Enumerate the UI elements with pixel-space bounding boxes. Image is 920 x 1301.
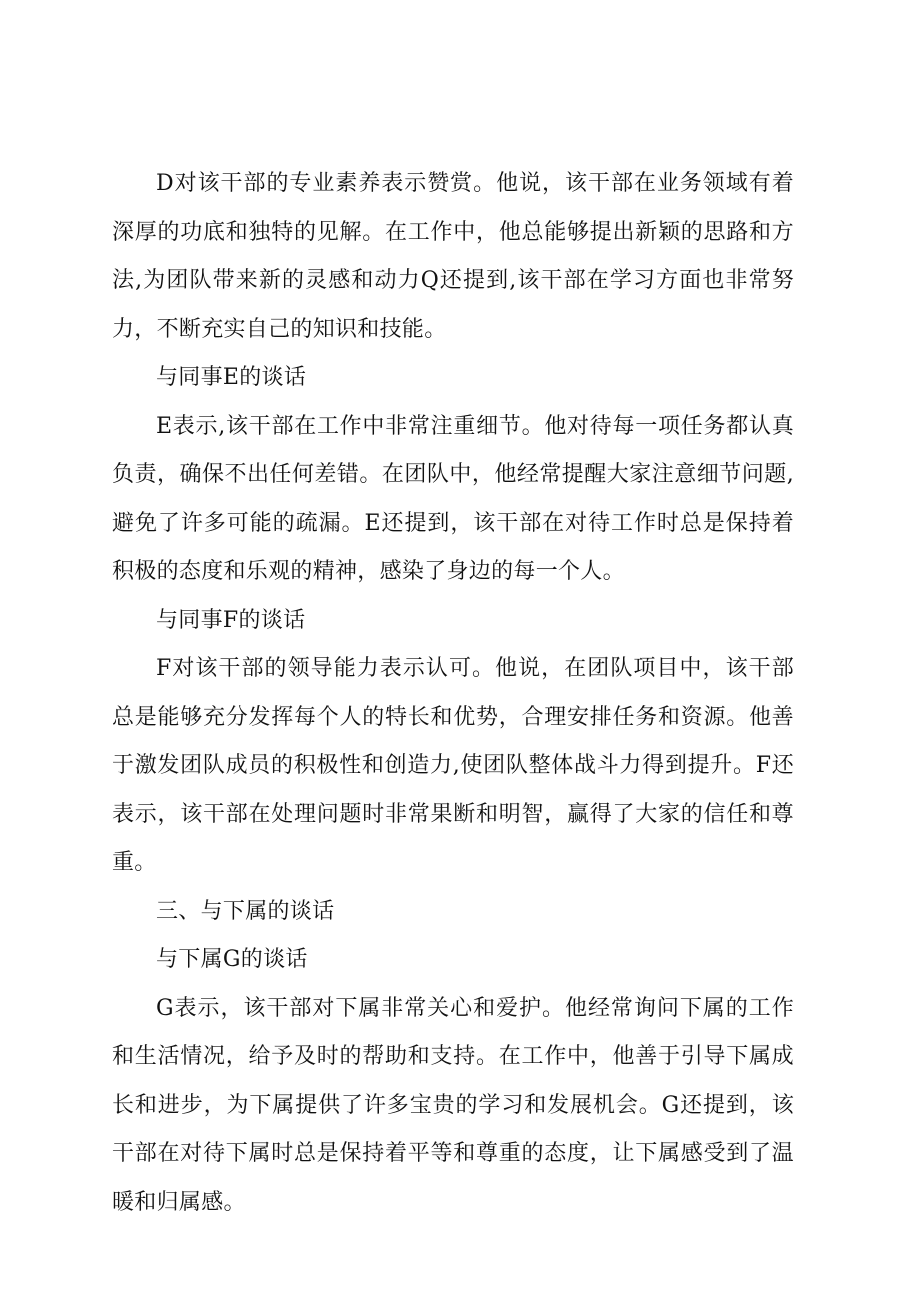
heading-colleague-e: 与同事E的谈话	[156, 365, 307, 390]
section-heading-subordinates: 三、与下属的谈话	[156, 898, 335, 924]
paragraph-e-comment: E表示,该干部在工作中非常注重细节。他对待每一项任务都认真负责，确保不出任何差错。在团队中，他经常提醒大家注意细节问题,避免了许多可能的疏漏。E还提到，该干部在对待工作时总是保持着积极的态度和乐观的精神，感染了身边的每一个人。	[112, 413, 794, 584]
paragraph-g-comment: G表示，该干部对下属非常关心和爱护。他经常询问下属的工作和生活情况，给予及时的帮助和支持。在工作中，他善于引导下属成长和进步，为下属提供了许多宝贵的学习和发展机会。G还提到，该干部在对待下属时总是保持着平等和尊重的态度，让下属感受到了温暖和归属感。	[112, 995, 794, 1215]
paragraph-f-comment: F对该干部的领导能力表示认可。他说，在团队项目中，该干部总是能够充分发挥每个人的特长和优势，合理安排任务和资源。他善于激发团队成员的积极性和创造力,使团队整体战斗力得到提升。F还表示，该干部在处理问题时非常果断和明智，赢得了大家的信任和尊重。	[112, 656, 794, 875]
heading-subordinate-g: 与下属G的谈话	[156, 947, 308, 972]
document-body	[112, 160, 794, 1227]
paragraph-d-comment: D对该干部的专业素养表示赞赏。他说，该干部在业务领域有着深厚的功底和独特的见解。在工作中，他总能够提出新颖的思路和方法,为团队带来新的灵感和动力Q还提到,该干部在学习方面也非常努力，不断充实自己的知识和技能。	[112, 171, 794, 342]
heading-colleague-f: 与同事F的谈话	[156, 607, 306, 633]
